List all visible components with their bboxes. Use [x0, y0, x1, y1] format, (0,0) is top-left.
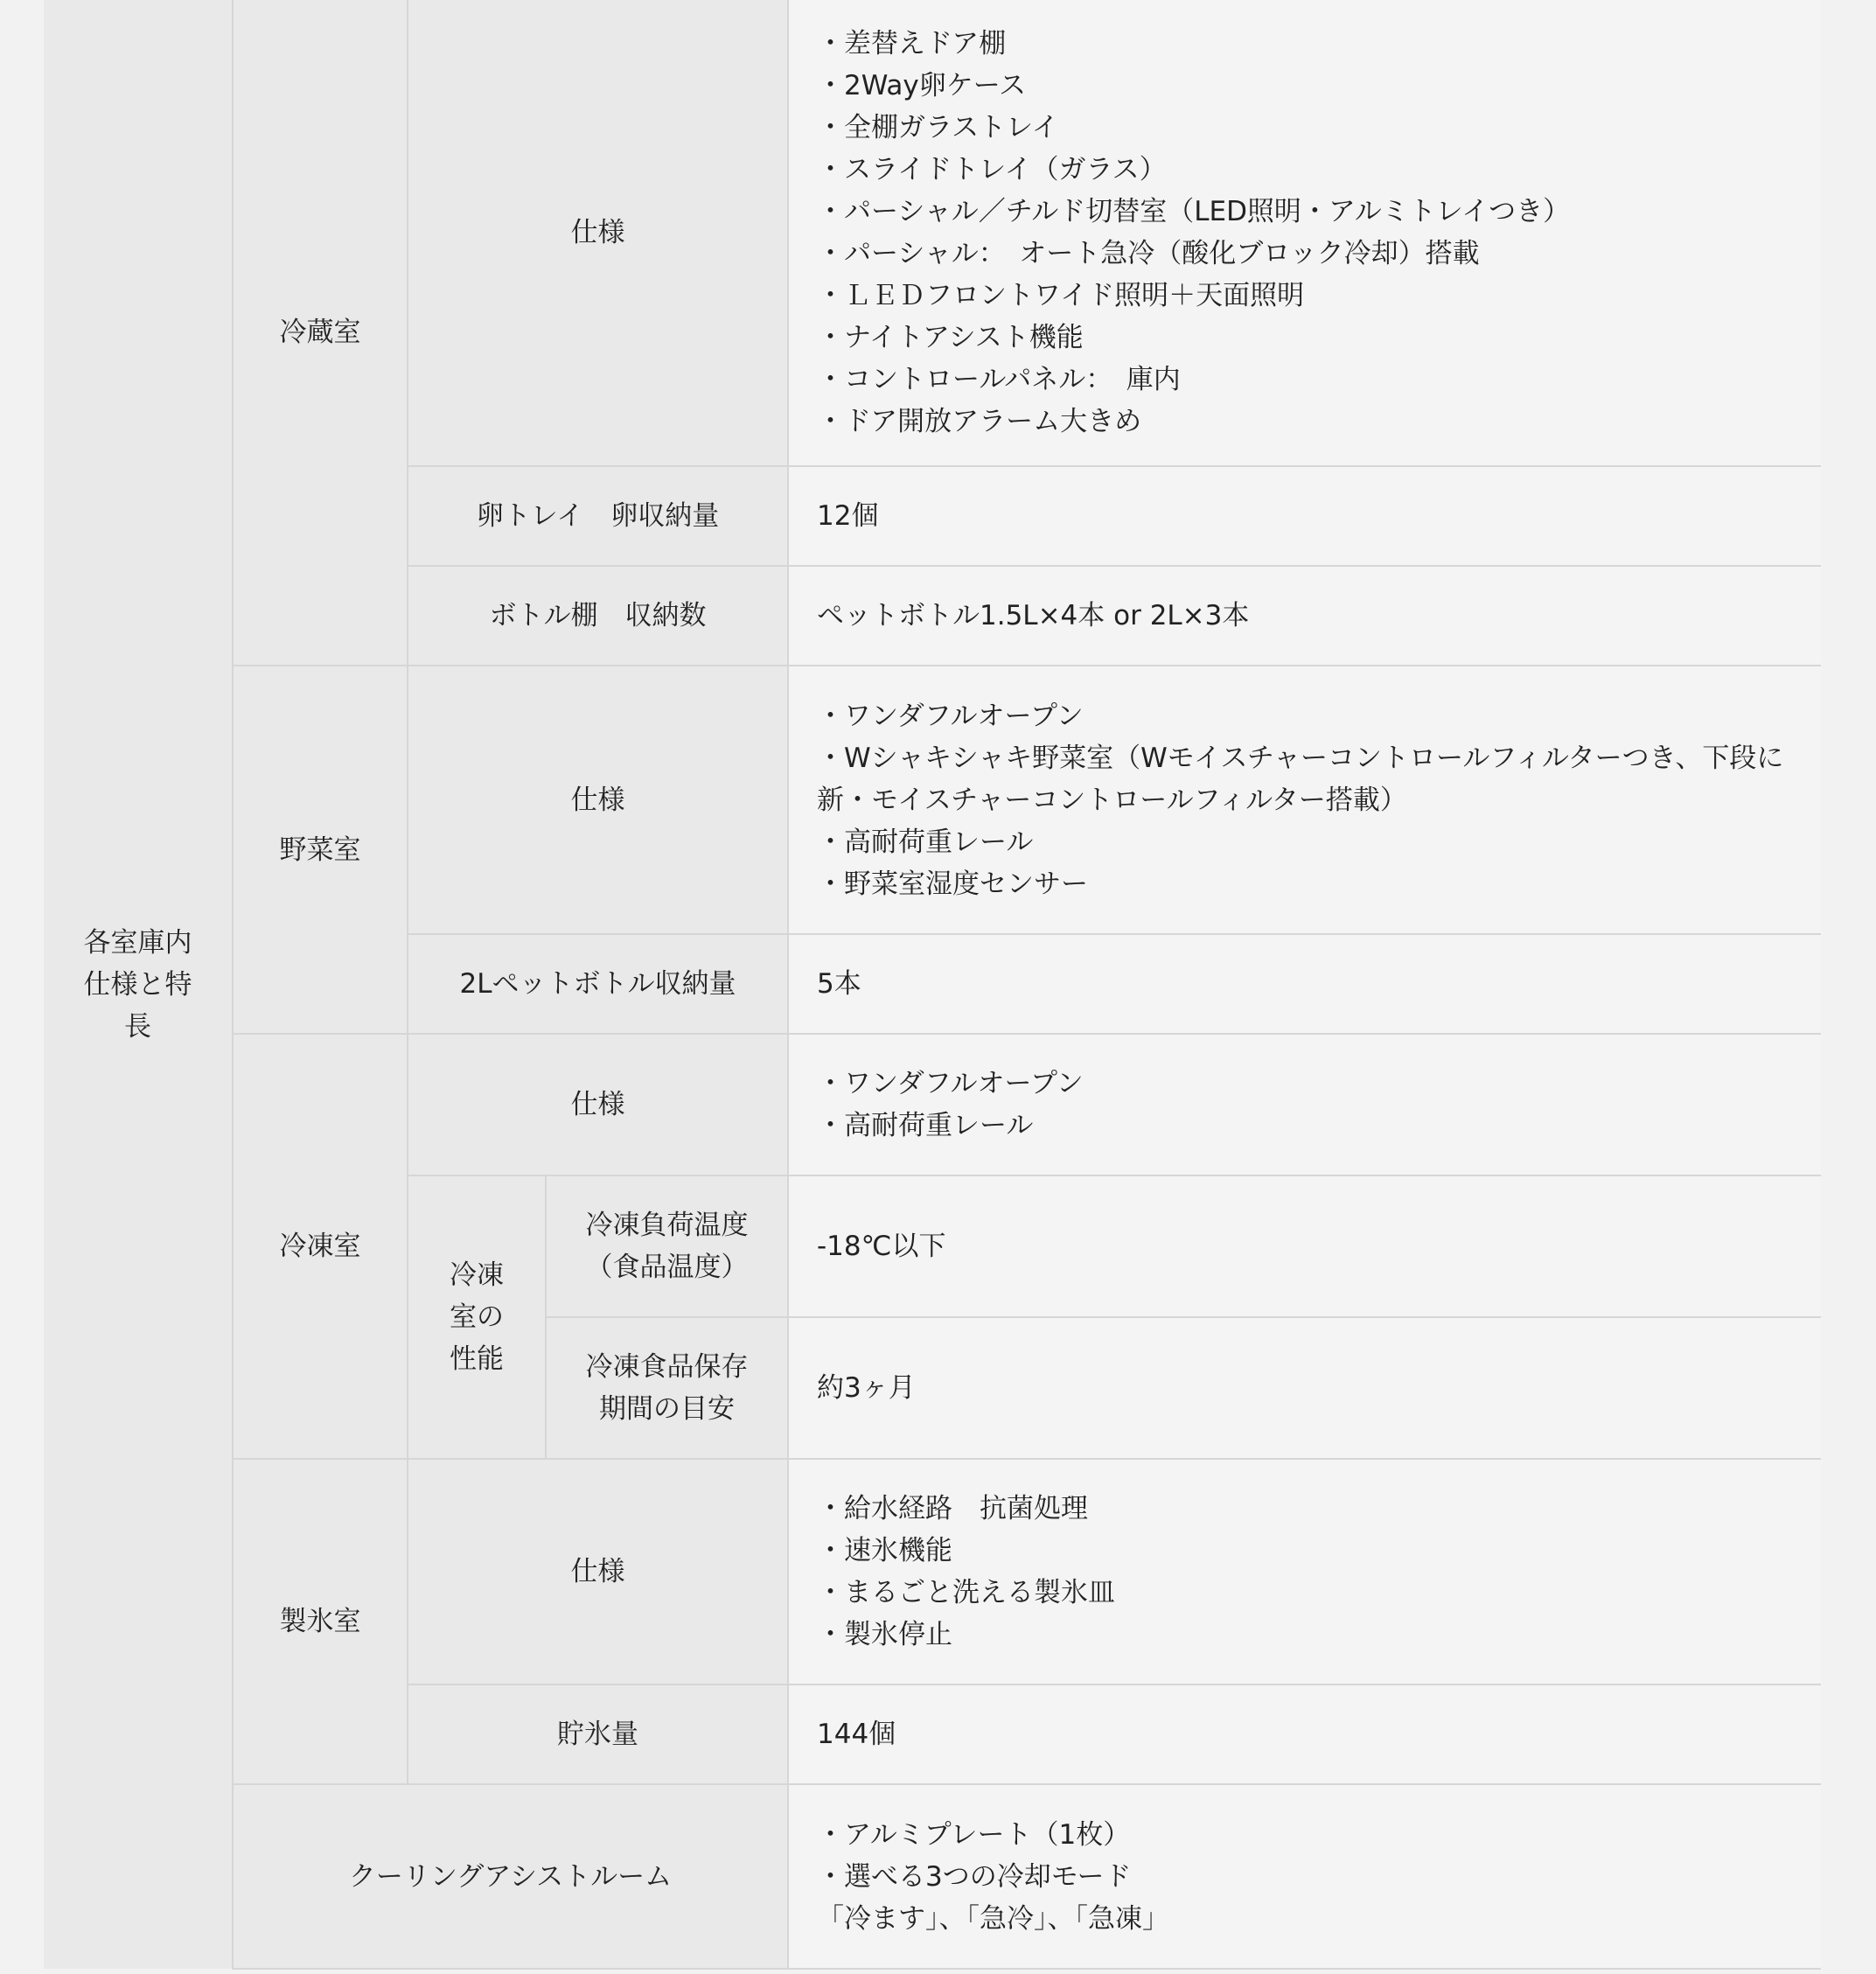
seihyo-storage-value: 144個: [788, 1685, 1821, 1784]
list-item: ・2Way卵ケース: [817, 70, 1027, 101]
list-item: ・ワンダフルオープン: [817, 1068, 1084, 1099]
row-reito-spec: [44, 1034, 1821, 1175]
row-yasai-spec: [44, 666, 1821, 934]
row-seihyo-spec: [44, 1459, 1821, 1685]
list-item: ・パーシャル／チルド切替室（LED照明・アルミトレイつき）: [817, 196, 1571, 227]
yasai-bottle-value: 5本: [788, 934, 1821, 1034]
list-item: ・野菜室湿度センサー: [817, 868, 1088, 900]
reizo-spec-header: 仕様: [408, 0, 788, 466]
reito-spec-value: [788, 1034, 1821, 1175]
cooling-value: [788, 1784, 1821, 1969]
seihyo-spec-header: 仕様: [408, 1459, 788, 1685]
section-reito: [233, 1034, 408, 1459]
yasai-spec-value: [788, 666, 1821, 934]
row-reizo-spec: [44, 0, 1821, 466]
list-item: ・差替えドア棚: [817, 28, 1007, 59]
reizo-spec-value: [788, 0, 1821, 466]
section-reizo-label: 冷蔵室: [279, 317, 361, 348]
reito-storage-value: 約3ヶ月: [788, 1317, 1821, 1459]
list-item: ・製氷停止: [817, 1619, 952, 1650]
list-item: ・高耐荷重レール: [817, 826, 1034, 858]
row-cooling: [44, 1784, 1821, 1969]
reito-temp-value: -18℃以下: [788, 1175, 1821, 1317]
list-item: ・ワンダフルオープン: [817, 700, 1084, 732]
cooling-header: クーリングアシストルーム: [233, 1784, 788, 1969]
reizo-bottle-header: ボトル棚 収納数: [408, 566, 788, 666]
list-item: 「冷ます」、「急冷」、「急凍」: [817, 1902, 1169, 1935]
section-yasai: [233, 666, 408, 1034]
spec-table: [44, 0, 1821, 1970]
yasai-spec-header: 仕様: [408, 666, 788, 934]
section-reizo: [233, 0, 408, 666]
list-item: ・速氷機能: [817, 1535, 952, 1566]
seihyo-spec-value: [788, 1459, 1821, 1685]
category-cell: [44, 0, 233, 1969]
list-item: ・アルミプレート（1枚）: [817, 1818, 1131, 1851]
section-yasai-label: 野菜室: [279, 834, 361, 866]
list-item: ・ドア開放アラーム大きめ: [817, 406, 1142, 437]
reito-storage-header: 冷凍食品保存期間の目安: [546, 1317, 788, 1459]
reito-spec-header: 仕様: [408, 1034, 788, 1175]
section-seihyo-label: 製氷室: [279, 1606, 361, 1637]
list-item: ・給水経路 抗菌処理: [817, 1493, 1088, 1524]
seihyo-storage-header: 貯氷量: [408, 1685, 788, 1784]
list-item: ・スライドトレイ（ガラス）: [817, 154, 1167, 185]
list-item: ・コントロールパネル： 庫内: [817, 364, 1181, 395]
list-item: ・ＬＥＤフロントワイド照明＋天面照明: [817, 280, 1305, 311]
section-reito-label: 冷凍室: [279, 1231, 361, 1262]
yasai-bottle-header: 2Lペットボトル収納量: [408, 934, 788, 1034]
list-item: ・高耐荷重レール: [817, 1110, 1034, 1141]
section-seihyo: [233, 1459, 408, 1784]
list-item: ・Wシャキシャキ野菜室（Wモイスチャーコントロールフィルターつき、下段に新・モイスチャーコントロールフィルター搭載）: [817, 742, 1784, 816]
reizo-bottle-value: ペットボトル1.5L×4本 or 2L×3本: [788, 566, 1821, 666]
reizo-egg-value: 12個: [788, 466, 1821, 566]
reito-perf-header: 冷凍室の性能: [408, 1175, 546, 1459]
reito-temp-header: 冷凍負荷温度（食品温度）: [546, 1175, 788, 1317]
list-item: ・選べる3つの冷却モード: [817, 1860, 1132, 1893]
list-item: ・まるごと洗える製氷皿: [817, 1577, 1115, 1608]
list-item: ・パーシャル： オート急冷（酸化ブロック冷却）搭載: [817, 238, 1480, 269]
reizo-egg-header: 卵トレイ 卵収納量: [408, 466, 788, 566]
list-item: ・全棚ガラストレイ: [817, 112, 1059, 143]
category-label: 各室庫内仕様と特長: [83, 926, 192, 1043]
list-item: ・ナイトアシスト機能: [817, 322, 1084, 353]
